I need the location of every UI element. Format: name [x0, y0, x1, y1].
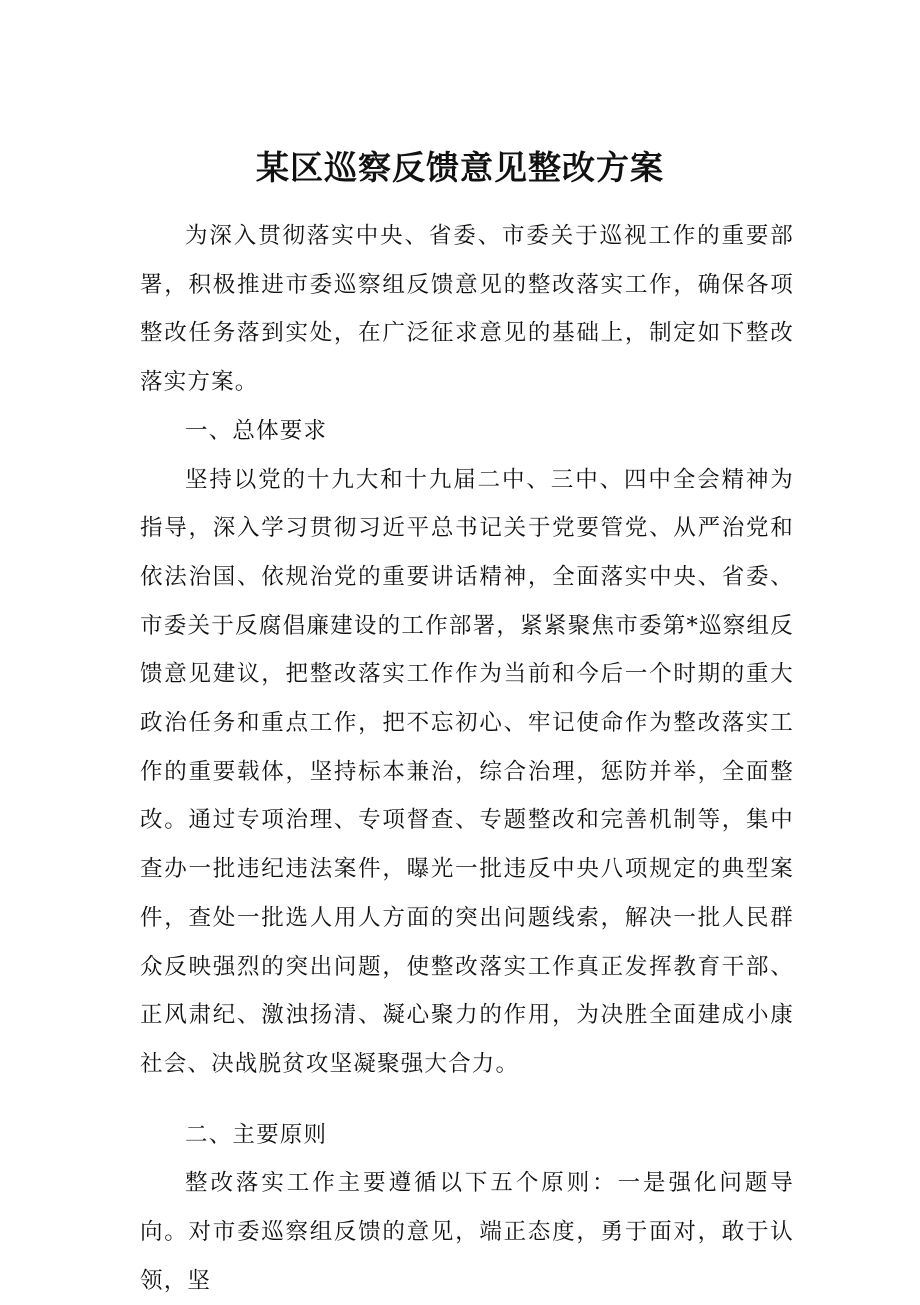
section-heading-1: 一、总体要求 — [185, 417, 328, 444]
paragraph-general-requirements: 坚持以党的十九大和十九届二中、三中、四中全会精神为指导，深入学习贯彻习近平总书记关于党要管党、从严治党和依法治国、依规治党的重要讲话精神，全面落实中央、省委、市委关于反腐倡廉建设的工作部署，紧紧聚焦市委第*巡察组反馈意见建议，把整改落实工作作为当前和今后一个时期的重大政治任务和重点工作，把不忘初心、牢记使命作为整改落实工作的重要载体，坚持标本兼治，综合治理，惩防并举，全面整改。通过专项治理、专项督查、专题整改和完善机制等，集中查办一批违纪违法案件，曝光一批违反中央八项规定的典型案件，查处一批选人用人方面的突出问题线索，解决一批人民群众反映强烈的突出问题，使整改落实工作真正发挥教育干部、正风肃纪、激浊扬清、凝心聚力的作用，为决胜全面建成小康社会、决战脱贫攻坚凝聚强大合力。 — [140, 466, 794, 1077]
section-heading-2: 二、主要原则 — [185, 1121, 328, 1148]
document-title: 某区巡察反馈意见整改方案 — [256, 148, 664, 187]
paragraph-intro: 为深入贯彻落实中央、省委、市委关于巡视工作的重要部署，积极推进市委巡察组反馈意见的整改落实工作，确保各项整改任务落到实处，在广泛征求意见的基础上，制定如下整改落实方案。 — [140, 223, 794, 396]
document-body — [140, 212, 794, 1305]
paragraph-main-principles: 整改落实工作主要遵循以下五个原则：一是强化问题导向。对市委巡察组反馈的意见，端正态度，勇于面对，敢于认领，坚 — [140, 1170, 794, 1294]
